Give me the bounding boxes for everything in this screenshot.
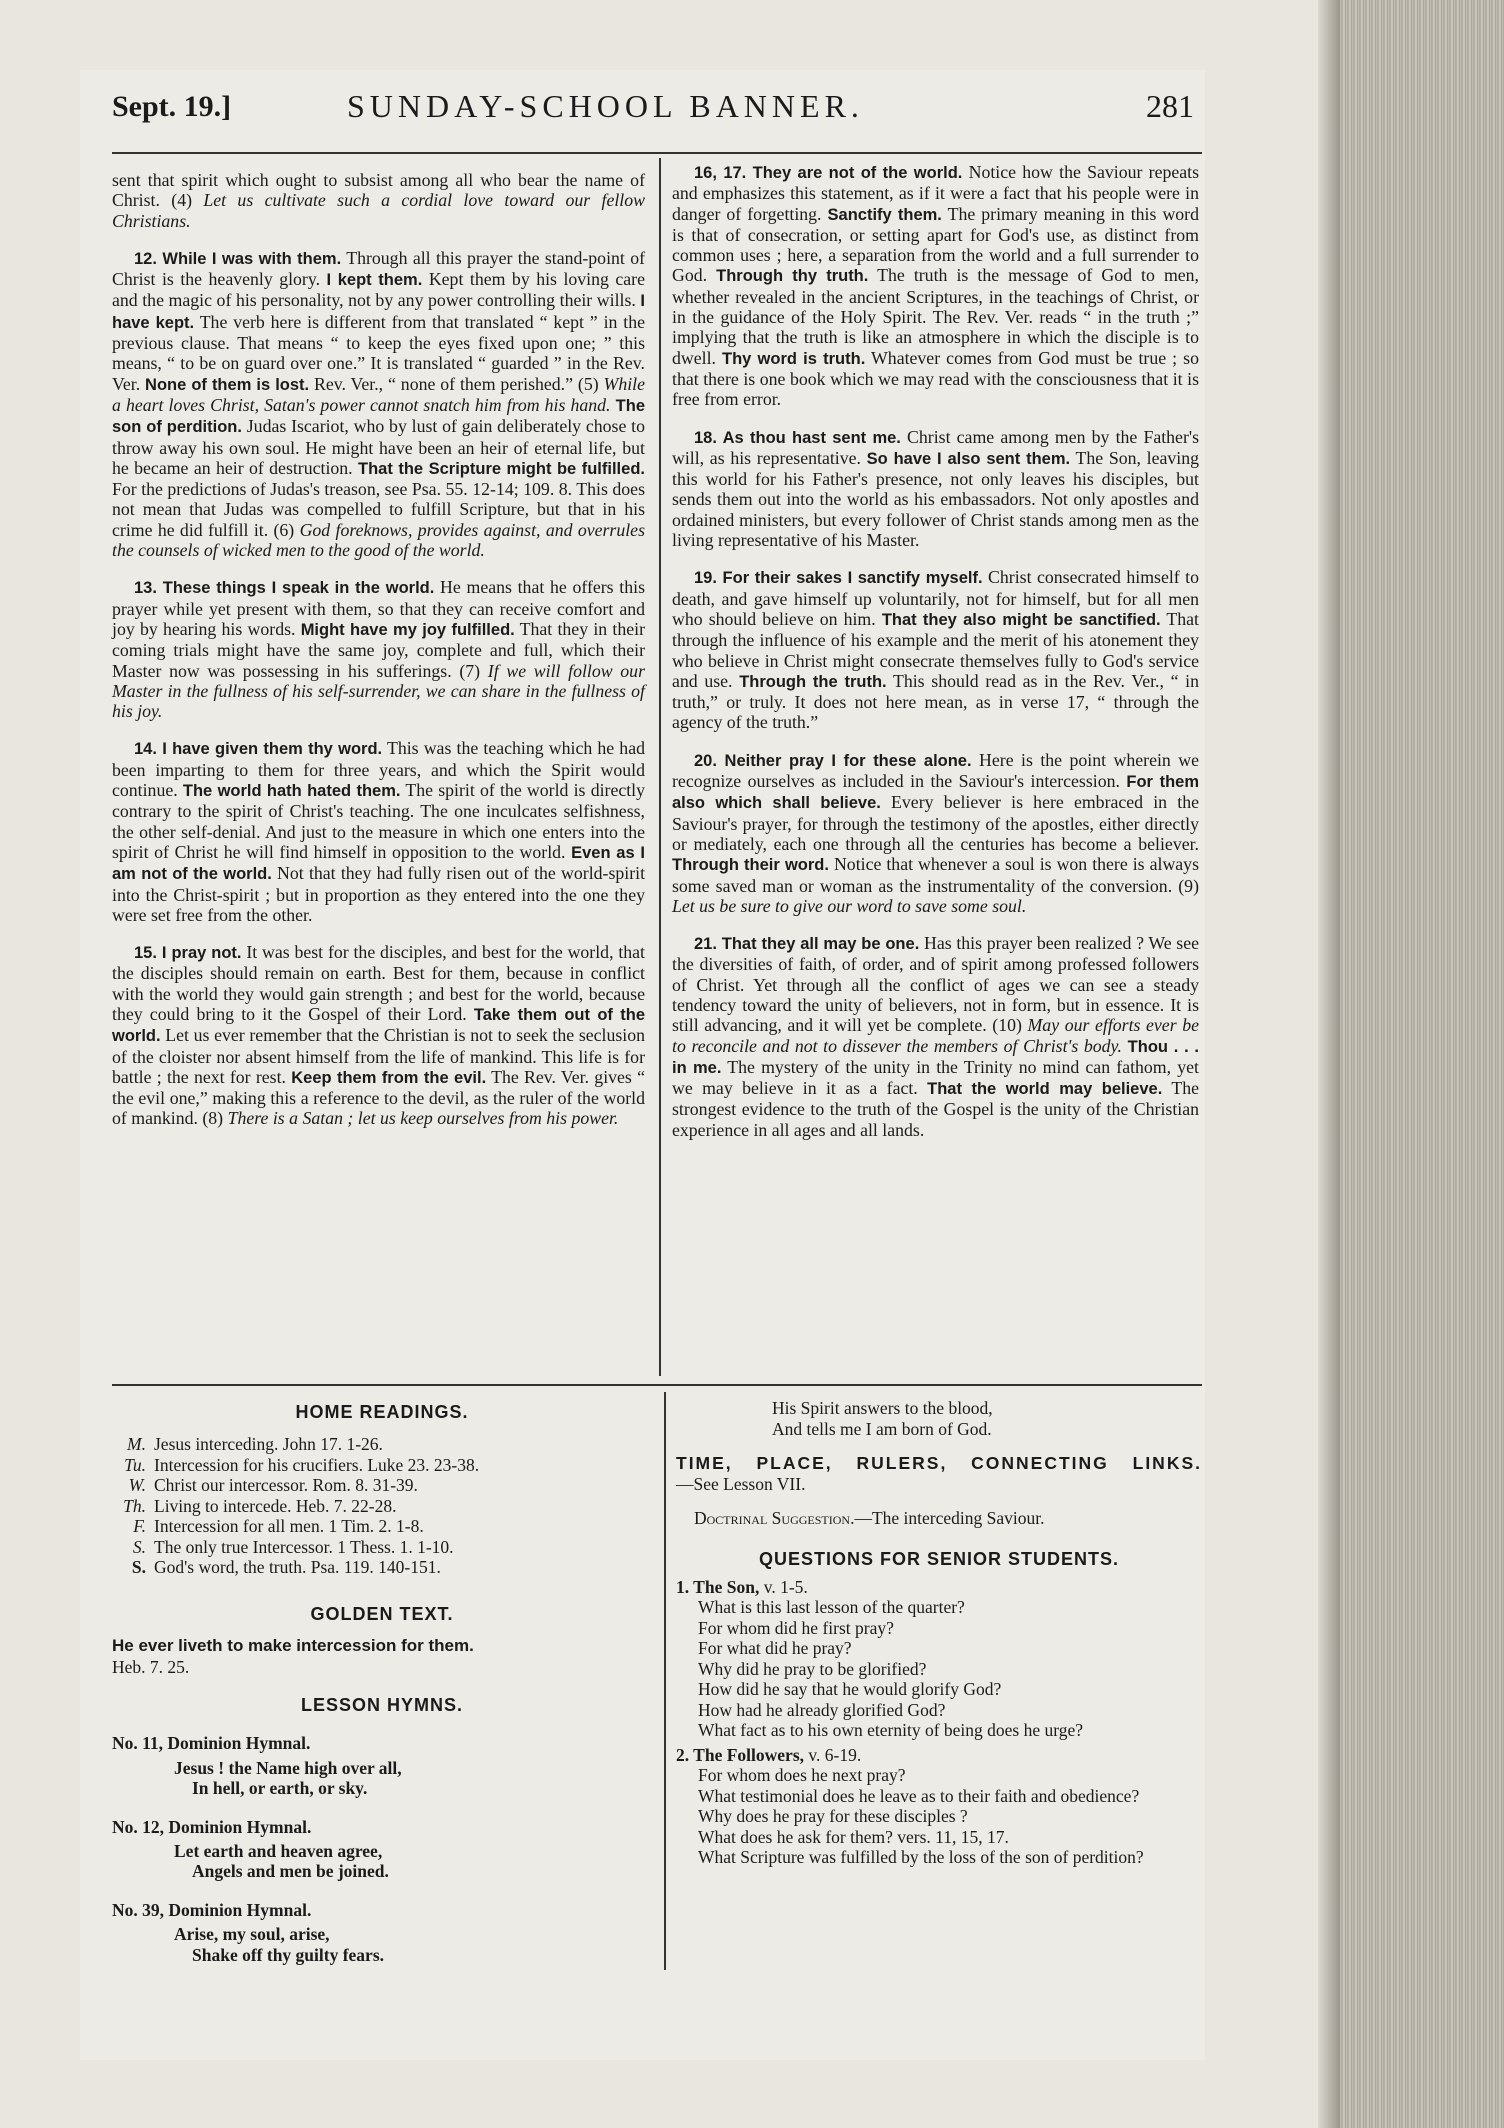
right-column bbox=[672, 162, 1199, 1157]
lower-left bbox=[112, 1402, 652, 1965]
question: For what did he pray? bbox=[698, 1638, 852, 1659]
question: How did he say that he would glorify God? bbox=[698, 1679, 1002, 1700]
home-readings-list bbox=[112, 1434, 652, 1578]
paragraph-20: 20. Neither pray I for these alone. Here is the point wherein we recognize ourselves as included in the Saviour's intercession. For them also which shall believe. Every believer is here embraced in the Saviour's prayer, for through the testimony of the apostles, either directly or mediately, each one through all the centuries has become a believer. Through their word. Notice that whenever a soul is won there is always some saved man or woman as the instrumentality of the conversion. (9) Let us be sure to give our word to save some soul. bbox=[672, 749, 1199, 916]
paragraph-13: 13. These things I speak in the world. He means that he offers this prayer while yet present with them, so that they can receive comfort and joy by hearing his words. Might have my joy fulfilled. That they in their coming trials might have the same joy, complete and full, which their Master now was possessing in his sufferings. (7) If we will follow our Master in the fullness of his self-surrender, we can share in the fullness of his joy. bbox=[112, 577, 645, 722]
header-date: Sept. 19.] bbox=[112, 90, 232, 123]
section-rule bbox=[112, 1384, 1202, 1386]
doctrinal-suggestion: Doctrinal Suggestion.—The interceding Saviour. bbox=[694, 1508, 1045, 1528]
column-divider-upper bbox=[659, 158, 661, 1376]
question: How had he already glorified God? bbox=[698, 1699, 946, 1720]
hymn-cont-line: And tells me I am born of God. bbox=[772, 1418, 992, 1439]
page-number: 281 bbox=[1146, 88, 1194, 124]
paragraph-19: 19. For their sakes I sanctify myself. Christ consecrated himself to death, and gave himself up voluntarily, not for himself, but for all men who should believe on him. That they also might be sanctified. That through the influence of his example and the merit of his atonement they who believe in Christ might consecrate themselves fully to God's service and use. Through the truth. This should read as in the Rev. Ver., “ in truth,” or truly. It does not here mean, as in verse 17, “ through the agency of the truth.” bbox=[672, 567, 1200, 733]
question: What is this last lesson of the quarter? bbox=[698, 1597, 965, 1618]
paragraph-intro: sent that spirit which ought to subsist among all who bear the name of Christ. (4) Let us cultivate such a cordial love toward our fellow Christians. bbox=[112, 170, 645, 231]
lesson-hymns-title: LESSON HYMNS. bbox=[300, 1695, 464, 1716]
question: For whom did he first pray? bbox=[698, 1617, 894, 1638]
reading-item: W. Christ our intercessor. Rom. 8. 31-39. bbox=[128, 1475, 418, 1496]
binding-shadow bbox=[1318, 0, 1340, 2128]
hymn-line: Jesus ! the Name high over all, bbox=[174, 1757, 402, 1778]
questions-title: QUESTIONS FOR SENIOR STUDENTS. bbox=[758, 1548, 1120, 1569]
question: What does he ask for them? vers. 11, 15, 17. bbox=[698, 1826, 1009, 1847]
left-column bbox=[112, 170, 645, 1146]
question-section-heading: 2. The Followers, v. 6-19. bbox=[676, 1744, 862, 1765]
lower-right bbox=[676, 1398, 1202, 1868]
hymn-cont-line: His Spirit answers to the blood, bbox=[772, 1398, 993, 1418]
running-header bbox=[112, 82, 1194, 142]
hymn-line: In hell, or earth, or sky. bbox=[192, 1778, 368, 1799]
reading-item: S. The only true Intercessor. 1 Thess. 1. 1-10. bbox=[132, 1536, 454, 1557]
reading-item: M. Jesus interceding. John 17. 1-26. bbox=[127, 1434, 383, 1455]
question: What testimonial does he leave as to their faith and obedience? bbox=[698, 1785, 1140, 1806]
hymn-heading: No. 39, Dominion Hymnal. bbox=[112, 1899, 312, 1920]
golden-text: He ever liveth to make intercession for them. bbox=[112, 1636, 474, 1656]
paragraph-16-17: 16, 17. They are not of the world. Notice how the Saviour repeats and emphasizes this statement, as if it were a fact that his people were in danger of forgetting. Sanctify them. The primary meaning in this word is that of consecration, or setting apart for God's use, as distinct from common uses ; here, a separation from the world and a full surrender to God. Through thy truth. The truth is the message of God to men, whether revealed in the ancient Scriptures, in the teachings of Christ, or in the guidance of the Holy Spirit. The Rev. Ver. reads “ in the truth ;” implying that the truth is like an atmosphere in which the disciple is to dwell. Thy word is truth. Whatever comes from God must be true ; so that there is one book which we may read with the consciousness that it is free from error. bbox=[672, 162, 1200, 410]
question: Why did he pray to be glorified? bbox=[698, 1658, 927, 1679]
header-title: SUNDAY-SCHOOL BANNER. bbox=[347, 88, 864, 124]
paragraph-15: 15. I pray not. It was best for the disciples, and best for the world, that the disciples should remain on earth. Best for them, because in conflict with the world they would gain strength ; and best for the world, because they could bring to it the Gospel of their Lord. Take them out of the world. Let us ever remember that the Christian is not to seek the seclusion of the cloister nor absent himself from the life of mankind. This life is for battle ; the next for rest. Keep them from the evil. The Rev. Ver. gives “ the evil one,” making this a reference to the devil, as the ruler of the world of mankind. (8) There is a Satan ; let us keep ourselves from his power. bbox=[112, 942, 645, 1129]
column-divider-lower bbox=[664, 1392, 666, 1970]
reading-item: Tu. Intercession for his crucifiers. Luke 23. 23-38. bbox=[124, 1454, 480, 1475]
question: Why does he pray for these disciples ? bbox=[698, 1806, 968, 1827]
hymn-line: Let earth and heaven agree, bbox=[174, 1840, 383, 1861]
golden-text-title: GOLDEN TEXT. bbox=[310, 1603, 454, 1624]
paragraph-12: 12. While I was with them. Through all this prayer the stand-point of Christ is the heavenly glory. I kept them. Kept them by his loving care and the magic of his personality, not by any power controlling their wills. I have kept. The verb here is different from that translated “ kept ” in the previous clause. That means “ to keep the eyes fixed upon one; ” this means, “ to be on guard over one.” It is translated “ guarded ” in the Rev. Ver. None of them is lost. Rev. Ver., “ none of them perished.” (5) While a heart loves Christ, Satan's power cannot snatch him from his hand. The son of perdition. Judas Iscariot, who by lust of gain deliberately chose to throw away his own soul. He might have been an heir of eternal life, but he became an heir of destruction. That the Scripture might be fulfilled. For the predictions of Judas's treason, see Psa. 55. 12-14; 109. 8. This does not mean that Judas was compelled to fulfill Scripture, but that in his crime he did fulfill it. (6) God foreknows, provides against, and overrules the counsels of wicked men to the good of the world. bbox=[112, 247, 646, 561]
hymn-line: Angels and men be joined. bbox=[192, 1861, 389, 1882]
paragraph-21: 21. That they all may be one. Has this prayer been realized ? We see the diversities of faith, of order, and of spirit among professed followers of Christ. Yet through all the conflict of ages we can see a steady tendency toward the unity of believers, not in form, but in essence. It is still advancing, and it will yet be complete. (10) May our efforts ever be to reconcile and not to dissever the members of Christ's body. Thou . . . in me. The mystery of the unity in the Trinity no mind can fathom, yet we may believe in it as a fact. That the world may believe. The strongest evidence to the truth of the Gospel is the unity of the Christian experience in all ages and all lands. bbox=[672, 933, 1199, 1140]
paragraph-14: 14. I have given them thy word. This was the teaching which he had been imparting to them for three years, and which the Spirit would continue. The world hath hated them. The spirit of the world is directly contrary to the spirit of Christ's teaching. The one inculcates selfishness, the other self-denial. And just to the measure in which one enters into the spirit of Christ he will find himself in opposition to the world. Even as I am not of the world. Not that they had fully risen out of the world-spirit into the Christ-spirit ; but in proportion as they entered into the one they were set free from the other. bbox=[112, 738, 646, 925]
time-place: TIME, PLACE, RULERS, CONNECTING LINKS.—See Lesson VII. bbox=[676, 1453, 1202, 1494]
header-rule bbox=[112, 152, 1202, 154]
reading-item: S. God's word, the truth. Psa. 119. 140-151. bbox=[131, 1557, 441, 1578]
hymn-heading: No. 11, Dominion Hymnal. bbox=[112, 1733, 311, 1754]
paragraph-18: 18. As thou hast sent me. Christ came among men by the Father's will, as his representative. So have I also sent them. The Son, leaving this world for his Father's presence, not only leaves his disciples, but sends them out into the world as his embassadors. Not only apostles and ordained ministers, but every follower of Christ stands among men as the living representative of his Master. bbox=[672, 426, 1199, 551]
question: For whom does he next pray? bbox=[698, 1765, 906, 1786]
hymn-line: Arise, my soul, arise, bbox=[174, 1924, 330, 1945]
reading-item: Th. Living to intercede. Heb. 7. 22-28. bbox=[123, 1495, 397, 1516]
reading-item: F. Intercession for all men. 1 Tim. 2. 1-8. bbox=[133, 1516, 424, 1537]
page-edges bbox=[1340, 0, 1504, 2128]
question: What Scripture was fulfilled by the loss of the son of perdition? bbox=[698, 1847, 1144, 1868]
home-readings-title: HOME READINGS. bbox=[295, 1402, 469, 1422]
question: What fact as to his own eternity of being does he urge? bbox=[698, 1720, 1084, 1741]
question-section-heading: 1. The Son, v. 1-5. bbox=[676, 1576, 808, 1597]
hymn-heading: No. 12, Dominion Hymnal. bbox=[112, 1816, 312, 1837]
golden-text-ref: Heb. 7. 25. bbox=[112, 1656, 190, 1677]
hymn-line: Shake off thy guilty fears. bbox=[192, 1944, 385, 1965]
